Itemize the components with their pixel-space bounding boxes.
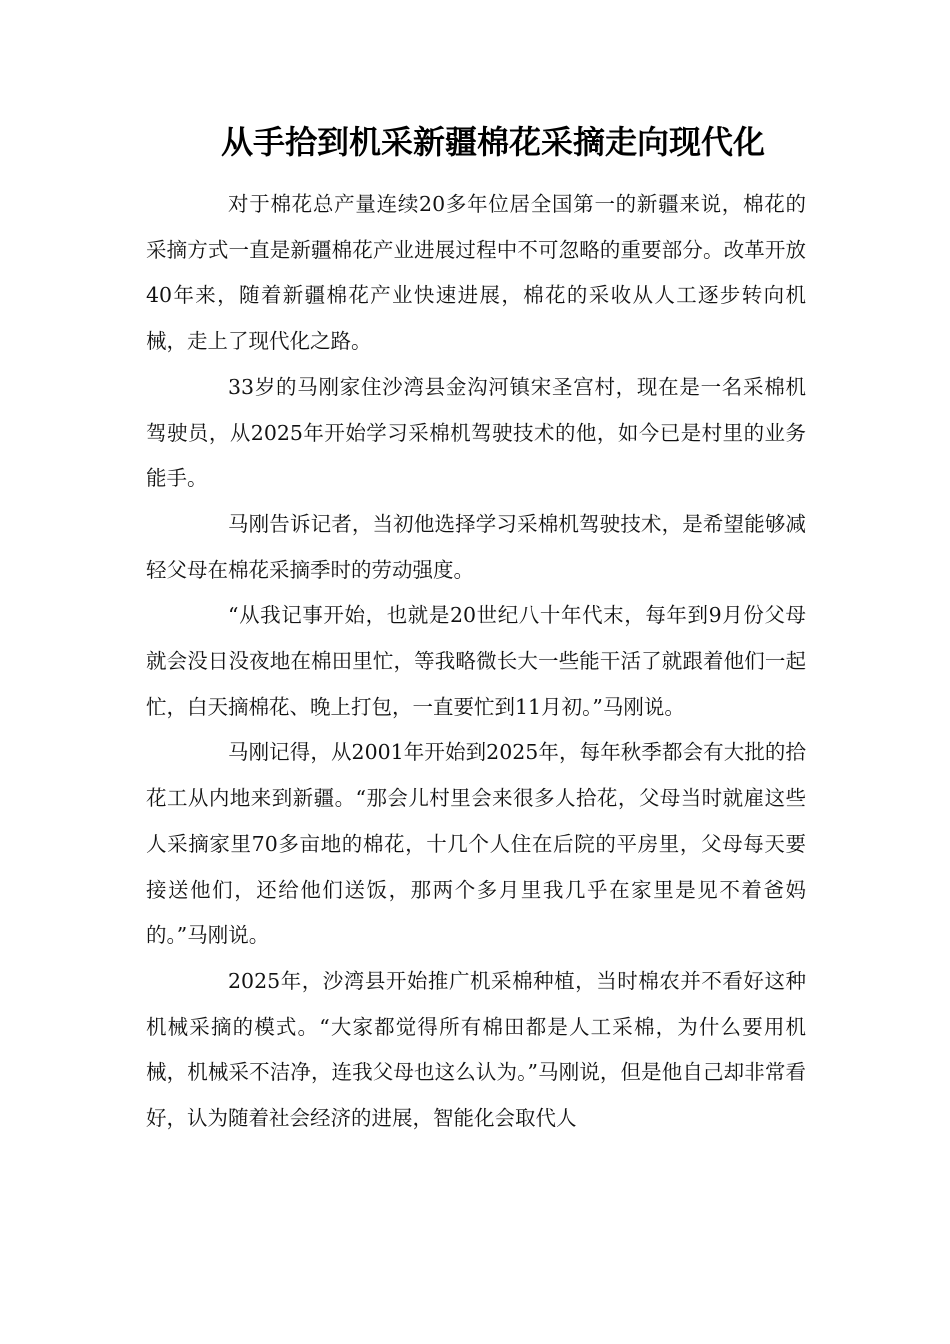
paragraph: 马刚告诉记者，当初他选择学习采棉机驾驶技术，是希望能够减轻父母在棉花采摘季时的劳动强度。	[146, 511, 806, 582]
document-title: 从手拾到机采新疆棉花采摘走向现代化	[221, 123, 766, 161]
paragraph: 对于棉花总产量连续20多年位居全国第一的新疆来说，棉花的采摘方式一直是新疆棉花产业进展过程中不可忽略的重要部分。改革开放40年来，随着新疆棉花产业快速进展，棉花的采收从人工逐步转向机械，走上了现代化之路。	[146, 192, 806, 354]
paragraph: 33岁的马刚家住沙湾县金沟河镇宋圣宫村，现在是一名采棉机驾驶员，从2025年开始学习采棉机驾驶技术的他，如今已是村里的业务能手。	[146, 374, 806, 491]
paragraph: 马刚记得，从2001年开始到2025年，每年秋季都会有大批的拾花工从内地来到新疆。“那会儿村里会来很多人拾花，父母当时就雇这些人采摘家里70多亩地的棉花，十几个人住在后院的平房里，父母每天要接送他们，还给他们送饭，那两个多月里我几乎在家里是见不着爸妈的。”马刚说。	[146, 740, 806, 948]
document-body	[146, 182, 806, 1142]
paragraph: 2025年，沙湾县开始推广机采棉种植，当时棉农并不看好这种机械采摘的模式。“大家都觉得所有棉田都是人工采棉，为什么要用机械，机械采不洁净，连我父母也这么认为。”马刚说，但是他自己却非常看好，认为随着社会经济的进展，智能化会取代人	[146, 968, 806, 1131]
paragraph: “从我记事开始，也就是20世纪八十年代末，每年到9月份父母就会没日没夜地在棉田里忙，等我略微长大一些能干活了就跟着他们一起忙，白天摘棉花、晚上打包，一直要忙到11月初。”马刚说。	[146, 603, 806, 719]
